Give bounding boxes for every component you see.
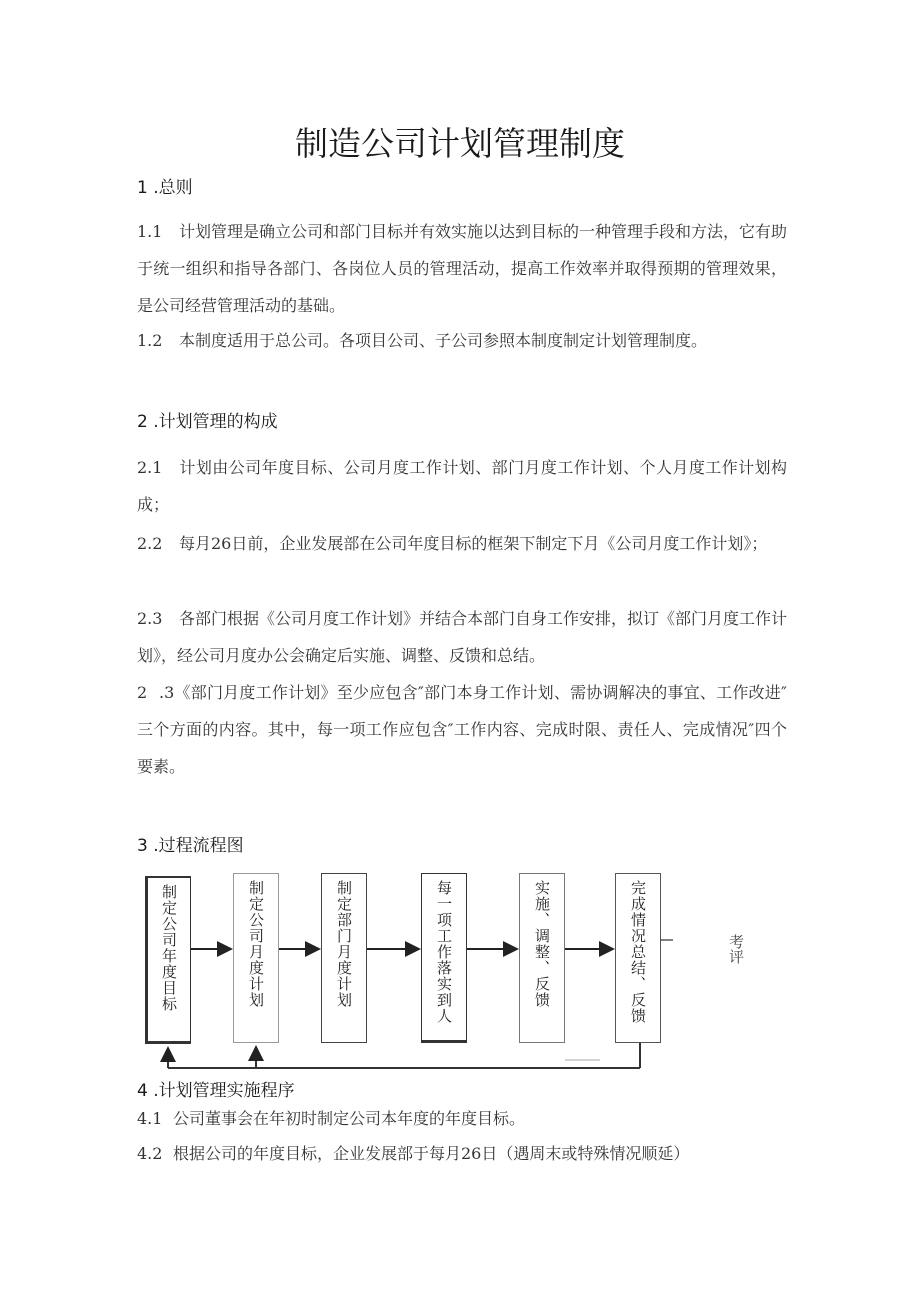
flow-box-dept-monthly-plan bbox=[321, 873, 367, 1043]
flow-box-label: 制定部门月度计划 bbox=[335, 880, 353, 1008]
flow-box-label: 每一项工作落实到人 bbox=[435, 880, 453, 1024]
paragraph-text: 每月26日前，企业发展部在公司年度目标的框架下制定下月《公司月度工作计划》； bbox=[179, 534, 768, 553]
flow-box-implement-adjust bbox=[519, 873, 565, 1043]
flow-box-company-monthly-plan bbox=[233, 873, 279, 1043]
paragraph-text: 计划管理是确立公司和部门目标并有效实施以达到目标的一种管理手段和方法，它有助于统一组织和指导各部门、各岗位人员的管理活动，提高工作效率并取得预期的管理效果，是公司经营管理活动的基础。 bbox=[137, 222, 788, 315]
paragraph-2-1 bbox=[137, 449, 787, 523]
paragraph-text: 公司董事会在年初时制定公司本年度的年度目标。 bbox=[173, 1109, 526, 1128]
paragraph-4-2 bbox=[137, 1135, 787, 1172]
paragraph-2-4 bbox=[137, 674, 787, 785]
paragraph-number: 1.2 bbox=[137, 331, 163, 350]
evaluation-label: 考评 bbox=[727, 934, 745, 964]
paragraph-number: 1.1 bbox=[137, 222, 163, 241]
document-title: 制造公司计划管理制度 bbox=[295, 124, 625, 163]
section-heading-4: 4 .计划管理实施程序 bbox=[137, 1081, 295, 1101]
paragraph-text: .3《部门月度工作计划》至少应包含″部门本身工作计划、需协调解决的事宜、工作改进″三个方面的内容。其中，每一项工作应包含″工作内容、完成时限、责任人、完成情况″四个要素。 bbox=[137, 683, 787, 776]
paragraph-number: 2.1 bbox=[137, 458, 163, 477]
paragraph-text: 计划由公司年度目标、公司月度工作计划、部门月度工作计划、个人月度工作计划构成； bbox=[137, 458, 787, 514]
paragraph-2-3 bbox=[137, 600, 787, 674]
paragraph-number: 4.2 bbox=[137, 1144, 163, 1163]
paragraph-2-2 bbox=[137, 525, 787, 562]
flow-box-label: 完成情况总结、反馈 bbox=[629, 880, 647, 1024]
paragraph-number: 2.2 bbox=[137, 534, 163, 553]
section-heading-1: 1 .总则 bbox=[137, 178, 193, 198]
flow-box-annual-goal bbox=[145, 876, 191, 1044]
flow-box-label: 制定公司年度目标 bbox=[160, 884, 178, 1012]
paragraph-text: 本制度适用于总公司。各项目公司、子公司参照本制度制定计划管理制度。 bbox=[179, 331, 708, 350]
flow-box-assign-to-person bbox=[421, 873, 467, 1043]
paragraph-number: 2.3 bbox=[137, 609, 163, 628]
paragraph-1-1 bbox=[137, 213, 787, 324]
paragraph-text: 根据公司的年度目标，企业发展部于每月26日（遇周末或特殊情况顺延） bbox=[173, 1144, 690, 1163]
paragraph-text: 各部门根据《公司月度工作计划》并结合本部门自身工作安排，拟订《部门月度工作计划》，经公司月度办公会确定后实施、调整、反馈和总结。 bbox=[137, 609, 788, 665]
section-heading-3: 3 .过程流程图 bbox=[137, 836, 244, 856]
flow-box-summary-feedback bbox=[615, 873, 661, 1043]
flow-box-label: 实施、调整、反馈 bbox=[533, 880, 551, 1008]
paragraph-4-1 bbox=[137, 1100, 787, 1137]
paragraph-number: 4.1 bbox=[137, 1109, 163, 1128]
section-heading-2: 2 .计划管理的构成 bbox=[137, 412, 278, 432]
flow-box-label: 制定公司月度计划 bbox=[247, 880, 265, 1008]
paragraph-number: 2 bbox=[137, 683, 148, 702]
paragraph-1-2 bbox=[137, 322, 787, 359]
